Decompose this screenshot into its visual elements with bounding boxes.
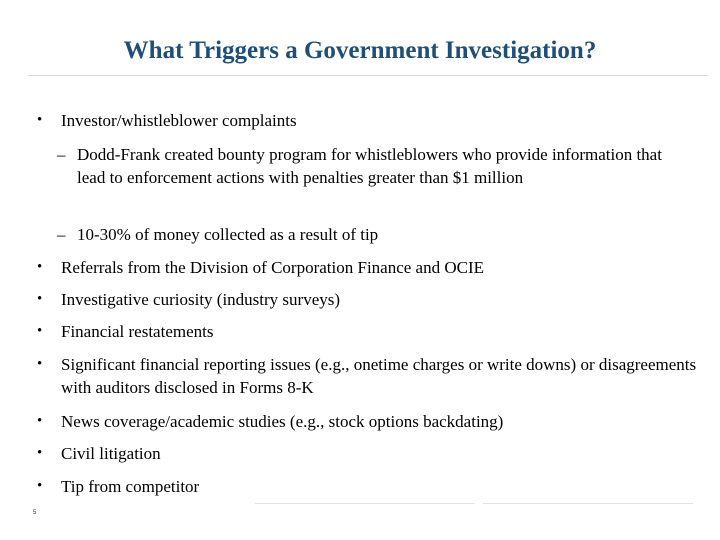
slide-title: What Triggers a Government Investigation? — [123, 37, 597, 64]
bullet-text: News coverage/academic studies (e.g., stock options backdating) — [61, 412, 504, 431]
title-divider — [28, 75, 708, 76]
bullet-marker: • — [37, 112, 43, 128]
dash-marker: – — [57, 225, 66, 244]
bullet-marker: • — [37, 445, 43, 461]
bullet-marker: • — [37, 323, 43, 339]
bullet-text: Civil litigation — [61, 444, 161, 463]
dash-marker: – — [57, 145, 66, 164]
bullet-marker: • — [37, 291, 43, 307]
bullet-text: Tip from competitor — [61, 477, 200, 496]
bullet-text: Investor/whistleblower complaints — [61, 111, 297, 130]
footer-divider — [255, 503, 475, 504]
bullet-marker: • — [37, 413, 43, 429]
bullet-marker: • — [37, 478, 43, 494]
page-number: 5 — [33, 510, 37, 516]
sub-bullet-text: Dodd-Frank created bounty program for whistleblowers who provide information that lead to enforcement actions with penalties greater than $1 million — [77, 145, 662, 187]
bullet-text: Referrals from the Division of Corporation Finance and OCIE — [61, 258, 485, 277]
bullet-marker: • — [37, 356, 43, 372]
bullet-text: Investigative curiosity (industry surveys) — [61, 290, 341, 309]
bullet-text: Financial restatements — [61, 322, 214, 341]
bullet-marker: • — [37, 259, 43, 275]
bullet-text: Significant financial reporting issues (e.g., onetime charges or write downs) or disagreements with auditors disclosed in Forms 8-K — [61, 355, 697, 397]
sub-bullet-text: 10-30% of money collected as a result of tip — [77, 225, 379, 244]
footer-divider — [483, 503, 693, 504]
